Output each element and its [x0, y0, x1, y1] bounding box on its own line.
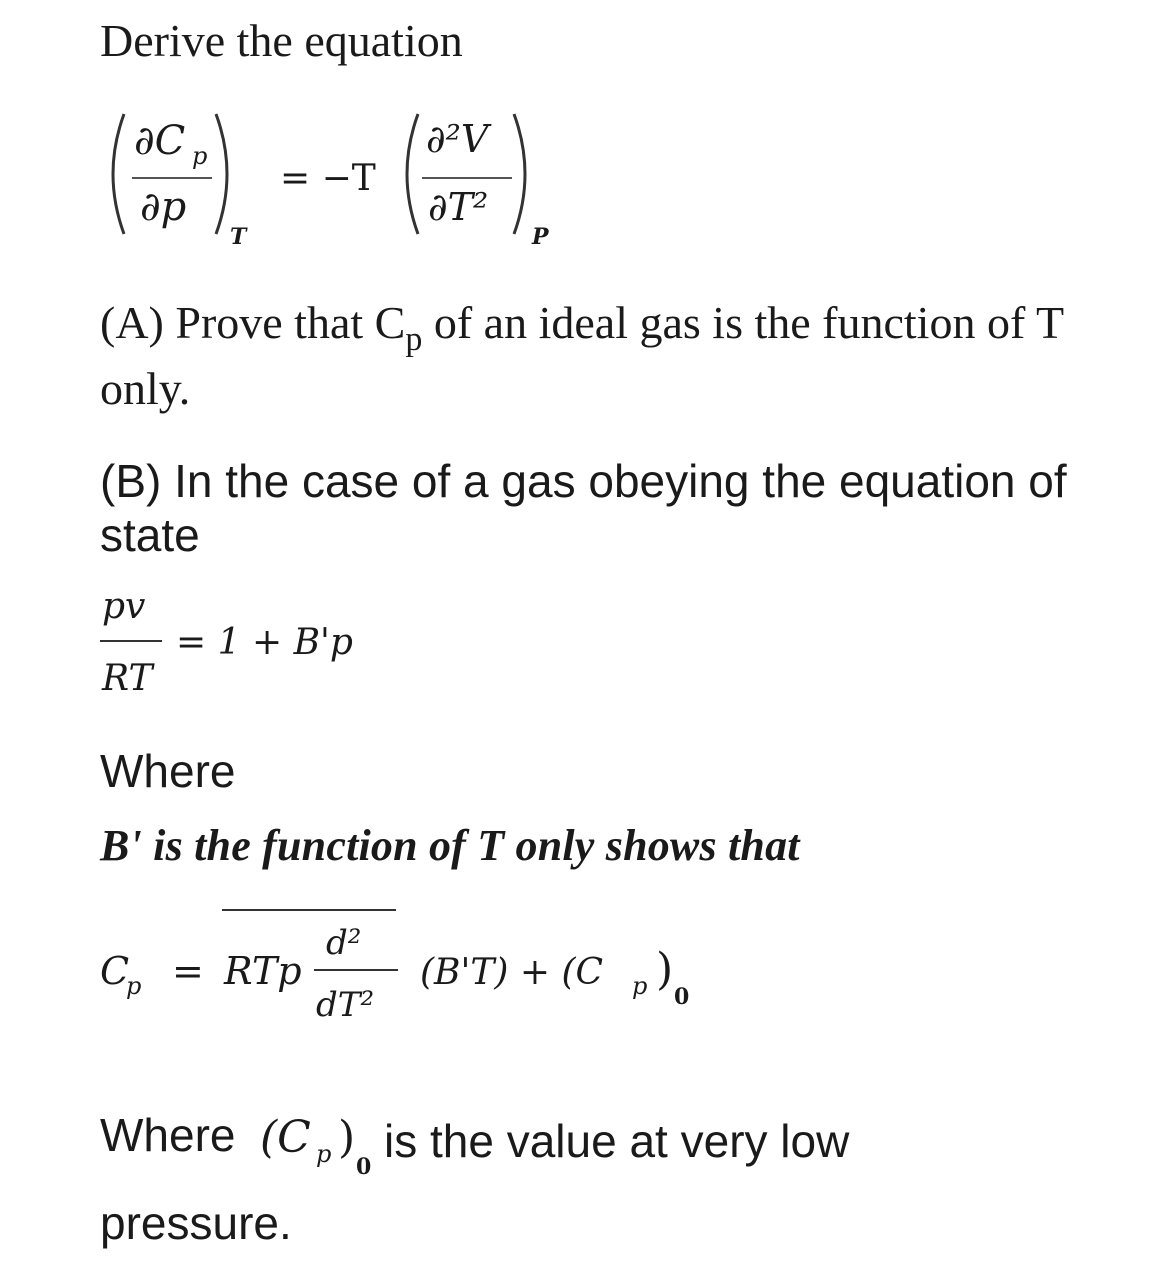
eq1-den-left: ∂p: [140, 184, 187, 230]
where-2-symbol-zero: 0: [356, 1154, 372, 1178]
eq1-den-right: ∂T²: [428, 185, 489, 229]
eq3-bt: (B'T) + (C: [420, 952, 604, 993]
where-2-suffix: is the value at very low: [384, 1115, 850, 1167]
eq3-cp-sub: p: [632, 972, 648, 1000]
equation-2: [100, 588, 420, 698]
eq1-num-right: ∂²V: [426, 117, 489, 161]
part-a-text: [100, 290, 1110, 422]
eq1-sub-left: T: [230, 224, 247, 250]
eq3-d2: d²: [326, 923, 362, 963]
part-a-after: of an ideal gas is the function of T only.: [100, 297, 1064, 414]
eq2-numerator: pv: [102, 588, 146, 627]
left-paren-close: [216, 114, 227, 234]
left-paren-open: [113, 114, 124, 234]
equation-1: [100, 104, 620, 254]
eq3-lhs-sub: p: [126, 972, 142, 1000]
eq1-num-left-sub: p: [192, 142, 208, 170]
eq3-lhs: C: [100, 949, 130, 993]
right-paren-close: [514, 114, 525, 234]
where-2-symbol-sub: p: [316, 1140, 332, 1168]
eq2-denominator: RT: [102, 658, 153, 698]
where-2-symbol: [258, 1108, 378, 1178]
where-2-symbol-open: (C: [260, 1112, 311, 1163]
eq3-equals: =: [172, 949, 204, 993]
eq3-dt2: dT²: [316, 985, 375, 1025]
eq3-zero: 0: [674, 984, 690, 1010]
right-paren-open: [407, 114, 418, 234]
part-a-sub: p: [405, 321, 423, 358]
part-b-text: (B) In the case of a gas obeying the equation of state: [100, 455, 1067, 561]
eq1-num-left: ∂C: [134, 118, 186, 164]
where-2-symbol-close: ): [338, 1112, 356, 1163]
equation-3: [100, 900, 740, 1040]
part-a-before: (A) Prove that C: [100, 297, 406, 348]
b-prime-statement: B' is the function of T only shows that: [100, 821, 800, 870]
heading: Derive the equation: [100, 15, 463, 66]
pressure-text: pressure.: [100, 1197, 292, 1249]
eq2-rhs: = 1 + B'p: [176, 622, 353, 663]
eq3-rtp: RTp: [224, 949, 302, 993]
where-label: Where: [100, 745, 236, 797]
eq1-equals-minus-t: = −T: [280, 158, 376, 199]
where-2-prefix: Where: [100, 1109, 236, 1161]
eq1-sub-right: P: [532, 224, 549, 250]
eq3-close: ): [656, 944, 674, 995]
